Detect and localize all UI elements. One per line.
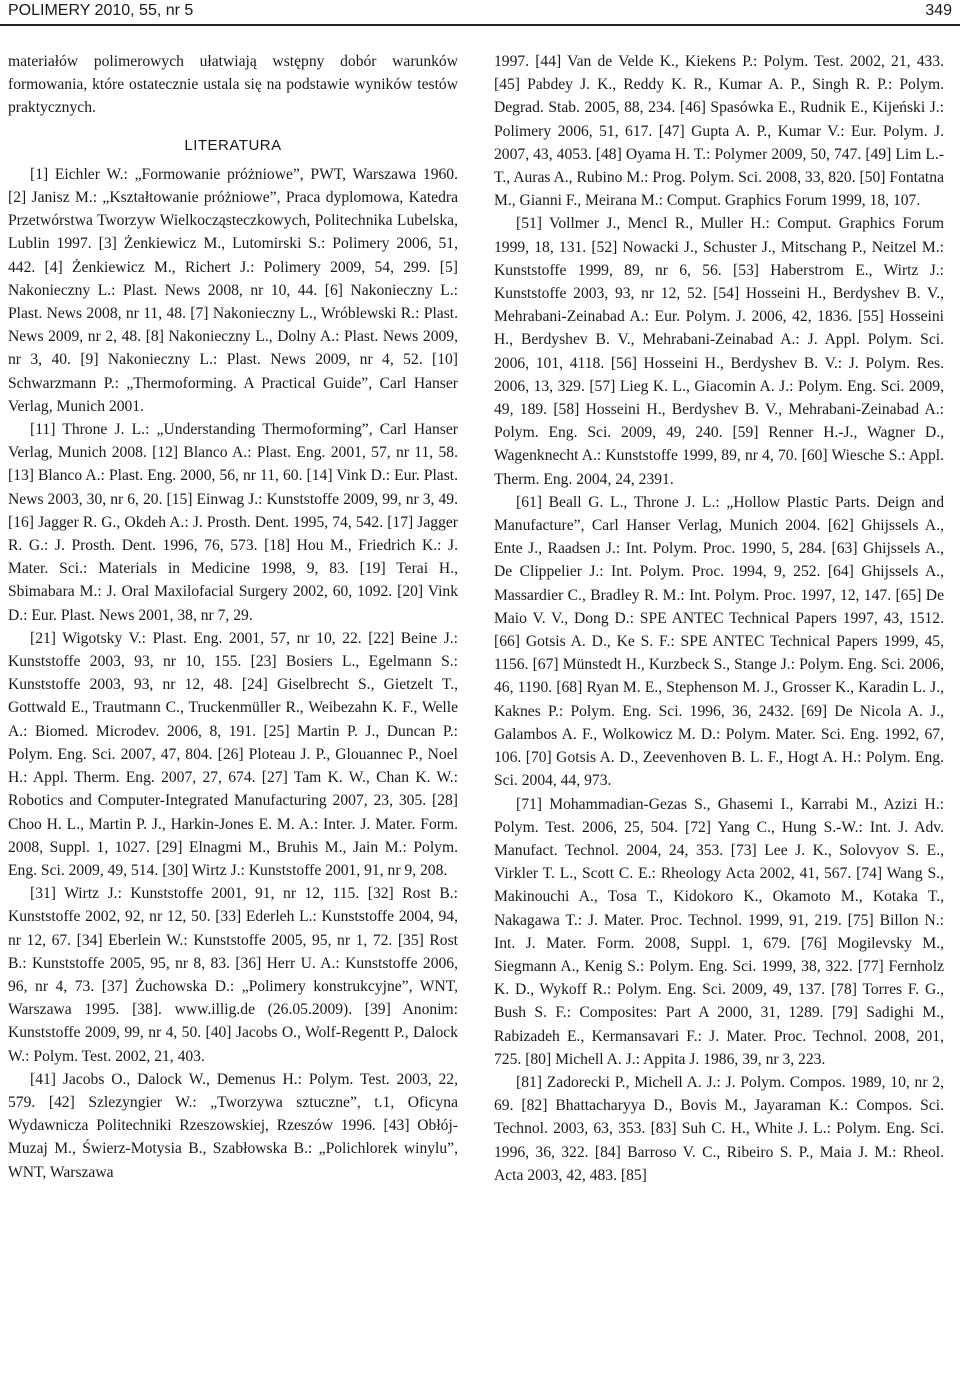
reference-paragraph: 1997. [44] Van de Velde K., Kiekens P.: Polym. Test. 2002, 21, 433. [45] Pabdey J. K., Reddy K. R., Kumar A. P., Singh R. P.: Polym. Degrad. Stab. 2005, 88, 234. [46] Spasówka E., Rudnik E., Kijeński J.: Polimery 2006, 51, 617. [47] Gupta A. P., Kumar V.: Eur. Polym. J. 2007, 43, 4053. [48] Oyama H. T.: Polymer 2009, 50, 747. [49] Lim L.-T., Auras A., Rubino M.: Prog. Polym. Sci. 2008, 33, 820. [50] Fontatna M., Gianni F., Meirana M.: Comput. Graphics Forum 1999, 18, 107. [494,53,944,210]
journal-title: POLIMERY 2010, 55, nr 5 [8,2,194,19]
reference-paragraph: [21] Wigotsky V.: Plast. Eng. 2001, 57, nr 10, 22. [22] Beine J.: Kunststoffe 2003, 93, nr 10, 155. [23] Bosiers L., Egelmann S.: Kunststoffe 2003, 93, nr 12, 48. [24] Giselbrecht S., Gietzelt T., Gottwald E., Trautmann C., Truckenmüller R., Weibezahn K. F., Welle A.: Biomed. Microdev. 2006, 8, 191. [25] Martin P. J., Duncan P.: Polym. Eng. Sci. 2007, 47, 804. [26] Ploteau J. P., Glouannec P., Noel H.: Appl. Therm. Eng. 2007, 27, 674. [27] Tam K. W., Chan K. W.: Robotics and Computer-Integrated Manufacturing 2007, 23, 305. [28] Choo H. L., Martin P. J., Harkin-Jones E. M. A.: Inter. J. Mater. Form. 2008, Suppl. 1, 1027. [29] Elnagmi M., Bruhis M., Jain M.: Polym. Eng. Sci. 2009, 49, 514. [30] Wirtz J.: Kunststoffe 2001, 91, nr 9, 208. [8,629,458,879]
page-number: 349 [925,2,952,19]
reference-paragraph: [71] Mohammadian-Gezas S., Ghasemi I., Karrabi M., Azizi H.: Polym. Test. 2006, 25, 504. [72] Yang C., Hung S.-W.: Int. J. Adv. Manufact. Technol. 2004, 24, 353. [73] Lee J. K., Solovyov S. E., Virkler T. L., Scott C. E.: Rheology Acta 2002, 41, 567. [74] Wang S., Makinouchi A., Tosa T., Kidokoro K., Okamoto M., Kotaka T., Nakagawa T.: J. Mater. Proc. Technol. 1999, 91, 219. [75] Billon N.: Int. J. Mater. Form. 2008, Suppl. 1, 679. [76] Mogilevsky M., Siegmann A., Kenig S.: Polym. Eng. Sci. 1999, 38, 322. [77] Fernholz K. D., Wykoff R.: Polym. Eng. Sci. 2009, 49, 137. [78] Torres F. G., Bush S. F.: Composites: Part A 2000, 31, 1289. [79] Sadighi M., Rabizadeh E., Kermansavari F.: J. Mater. Proc. Technol. 2008, 201, 725. [80] Michell A. J.: Appita J. 1986, 39, nr 3, 223. [494,795,944,1068]
intro-paragraph: materiałów polimerowych ułatwiają wstępny dobór warunków formowania, które ostatecznie ustala się na podstawie wyników testów praktycznych. [8,53,458,117]
reference-paragraph: [1] Eichler W.: „Formowanie próżniowe”, PWT, Warszawa 1960. [2] Janisz M.: „Kształtowanie próżniowe”, Praca dyplomowa, Katedra Przetwórstwa Tworzyw Wielkocząsteczkowych, Politechnika Lubelska, Lublin 1997. [3] Żenkiewicz M., Lutomirski S.: Polimery 2006, 51, 442. [4] Żenkiewicz M., Richert J.: Polimery 2009, 54, 299. [5] Nakonieczny L.: Plast. News 2008, nr 10, 44. [6] Nakonieczny L.: Plast. News 2008, nr 11, 48. [7] Nakonieczny L., Wróblewski R.: Plast. News 2009, nr 2, 48. [8] Nakonieczny L., Dolny A.: Plast. News 2009, nr 3, 40. [9] Nakonieczny L.: Plast. News 2009, nr 4, 52. [10] Schwarzmann P.: „Thermoforming. A Practical Guide”, Carl Hanser Verlag, Munich 2001. [8,165,458,415]
reference-paragraph: [61] Beall G. L., Throne J. L.: „Hollow Plastic Parts. Deign and Manufacture”, Carl Hanser Verlag, Munich 2004. [62] Ghijssels A., Ente J., Raadsen J.: Int. Polym. Proc. 1990, 5, 284. [63] Ghijssels A., De Clippelier J.: Int. Polym. Proc. 1994, 9, 252. [64] Ghijssels A., Massardier C., Bradley R. M.: Int. Polym. Proc. 1997, 12, 147. [65] De Maio V. V., Dong D.: SPE ANTEC Technical Papers 1997, 43, 1512. [66] Gotsis A. D., Ke S. F.: SPE ANTEC Technical Papers 1999, 45, 1156. [67] Münstedt H., Kurzbeck S., Stange J.: Polym. Eng. Sci. 2006, 46, 1190. [68] Ryan M. E., Stephenson M. J., Grosser K., Karadin L. J., Kaknes P.: Polym. Eng. Sci. 1996, 36, 2432. [69] De Nicola A. J., Galambos A. F., Wolkowicz M. D.: Polym. Mater. Sci. Eng. 1992, 67, 106. [70] Gotsis A. D., Zeevenhoven B. L. F., Hogt A. H.: Polym. Eng. Sci. 2004, 44, 973. [494,493,944,790]
reference-paragraph: [11] Throne J. L.: „Understanding Thermoforming”, Carl Hanser Verlag, Munich 2008. [12] Blanco A.: Plast. Eng. 2001, 57, nr 11, 58. [13] Blanco A.: Plast. Eng. 2000, 56, nr 11, 60. [14] Vink D.: Eur. Plast. News 2003, 30, nr 6, 20. [15] Einwag J.: Kunststoffe 2009, 99, nr 3, 49. [16] Jagger R. G., Okdeh A.: J. Prosth. Dent. 1995, 74, 542. [17] Jagger R. G.: J. Prosth. Dent. 1996, 76, 573. [18] Hou M., Friedrich K.: J. Mater. Sci.: Materials in Medicine 1998, 9, 83. [19] Terai H., Sbimabara M.: J. Oral Maxilofacial Surgery 2002, 60, 1092. [20] Vink D.: Eur. Plast. News 2001, 38, nr 7, 29. [8,421,458,624]
references-heading: LITERATURA [184,136,282,154]
left-column [8,50,458,1372]
reference-paragraph: [41] Jacobs O., Dalock W., Demenus H.: Polym. Test. 2003, 22, 579. [42] Szlezyngier W.: „Tworzywa sztuczne”, t.1, Oficyna Wydawnicza Politechniki Rzeszowskiej, Rzeszów 1996. [43] Obłój-Muzaj M., Świerz-Motysia B., Szabłowska B.: „Polichlorek winylu”, WNT, Warszawa [8,1070,458,1181]
right-column [494,50,944,1372]
page-header [0,0,960,26]
reference-paragraph: [51] Vollmer J., Mencl R., Muller H.: Comput. Graphics Forum 1999, 18, 131. [52] Nowacki J., Schuster J., Mitschang P., Neitzel M.: Kunststoffe 1999, 89, nr 6, 56. [53] Haberstrom E., Wirtz J.: Kunststoffe 2003, 93, nr 12, 52. [54] Hosseini H., Berdyshev B. V., Mehrabani-Zeinabad A.: Eur. Polym. J. 2006, 42, 1836. [55] Hosseini H., Berdyshev B. V., Mehrabani-Zeinabad A.: J. Appl. Polym. Sci. 2006, 101, 4118. [56] Hosseini H., Berdyshev B. V.: J. Polym. Res. 2006, 13, 329. [57] Lieg K. L., Giacomin A. J.: Polym. Eng. Sci. 2009, 49, 189. [58] Hosseini H., Berdyshev B. V., Mehrabani-Zeinabad A.: Polym. Eng. Sci. 2009, 49, 240. [59] Renner H.-J., Wagner D., Wagenknecht A.: Kunststoffe 1999, 89, nr 4, 70. [60] Wiesche S.: Appl. Therm. Eng. 2004, 24, 2391. [494,215,944,488]
reference-paragraph: [31] Wirtz J.: Kunststoffe 2001, 91, nr 12, 115. [32] Rost B.: Kunststoffe 2002, 92, nr 12, 50. [33] Ederleh L.: Kunststoffe 2004, 94, nr 12, 67. [34] Eberlein W.: Kunststoffe 2005, 95, nr 1, 72. [35] Rost B.: Kunststoffe 2005, 95, nr 8, 83. [36] Herr U. A.: Kunststoffe 2006, 96, nr 4, 73. [37] Żuchowska D.: „Polimery konstrukcyjne”, WNT, Warszawa 1995. [38]. www.illig.de (26.05.2009). [39] Anonim: Kunststoffe 2009, 99, nr 4, 50. [40] Jacobs O., Wolf-Regentt P., Dalock W.: Polym. Test. 2002, 21, 403. [8,885,458,1065]
reference-paragraph: [81] Zadorecki P., Michell A. J.: J. Polym. Compos. 1989, 10, nr 2, 69. [82] Bhattacharyya D., Bovis M., Jayaraman K.: Compos. Sci. Technol. 2003, 63, 353. [83] Suh C. H., White J. L.: Polym. Eng. Sci. 1996, 36, 322. [84] Barroso V. C., Ribeiro S. P., Maia J. M.: Rheol. Acta 2003, 42, 483. [85] [494,1073,944,1184]
